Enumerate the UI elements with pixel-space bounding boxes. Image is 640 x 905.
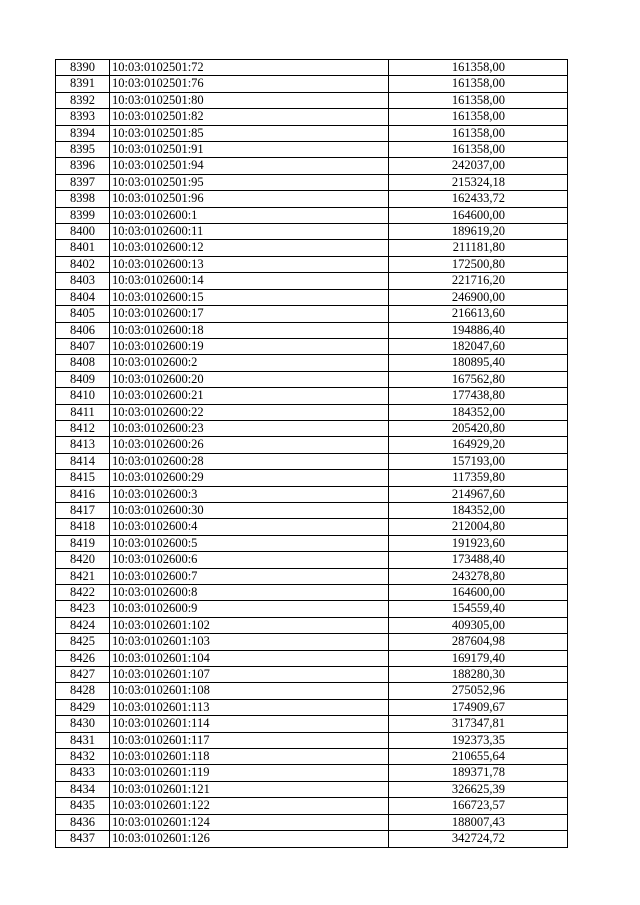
table-row [56,650,568,666]
cadastral-value-cell: 210655,64 [389,749,568,765]
cadastral-value-cell: 161358,00 [389,125,568,141]
table-row [56,404,568,420]
cadastral-number-cell: 10:03:0102501:72 [110,60,389,76]
table-body [56,60,568,848]
row-number-cell: 8402 [56,256,110,272]
cadastral-number-cell: 10:03:0102600:21 [110,388,389,404]
table-row [56,60,568,76]
cadastral-number-cell: 10:03:0102600:23 [110,420,389,436]
cadastral-number-cell: 10:03:0102600:30 [110,502,389,518]
cadastral-value-cell: 192373,35 [389,732,568,748]
cadastral-number-cell: 10:03:0102600:17 [110,306,389,322]
cadastral-value-cell: 162433,72 [389,191,568,207]
cadastral-value-cell: 188007,43 [389,814,568,830]
cadastral-number-cell: 10:03:0102600:26 [110,437,389,453]
cadastral-number-cell: 10:03:0102601:119 [110,765,389,781]
row-number-cell: 8390 [56,60,110,76]
cadastral-number-cell: 10:03:0102600:1 [110,207,389,223]
row-number-cell: 8415 [56,470,110,486]
row-number-cell: 8394 [56,125,110,141]
row-number-cell: 8409 [56,371,110,387]
row-number-cell: 8407 [56,338,110,354]
cadastral-value-cell: 157193,00 [389,453,568,469]
table-row [56,437,568,453]
table-row [56,683,568,699]
cadastral-value-cell: 169179,40 [389,650,568,666]
cadastral-number-cell: 10:03:0102600:6 [110,552,389,568]
cadastral-value-cell: 317347,81 [389,716,568,732]
cadastral-number-cell: 10:03:0102600:20 [110,371,389,387]
cadastral-number-cell: 10:03:0102600:5 [110,535,389,551]
cadastral-number-cell: 10:03:0102600:29 [110,470,389,486]
row-number-cell: 8436 [56,814,110,830]
cadastral-number-cell: 10:03:0102600:18 [110,322,389,338]
table-row [56,519,568,535]
row-number-cell: 8422 [56,585,110,601]
row-number-cell: 8430 [56,716,110,732]
cadastral-value-cell: 212004,80 [389,519,568,535]
table-row [56,142,568,158]
cadastral-value-cell: 326625,39 [389,781,568,797]
row-number-cell: 8417 [56,502,110,518]
table-row [56,486,568,502]
cadastral-number-cell: 10:03:0102601:103 [110,634,389,650]
cadastral-value-cell: 216613,60 [389,306,568,322]
cadastral-number-cell: 10:03:0102501:76 [110,76,389,92]
row-number-cell: 8432 [56,749,110,765]
cadastral-value-cell: 117359,80 [389,470,568,486]
cadastral-value-cell: 154559,40 [389,601,568,617]
table-row [56,355,568,371]
table-row [56,191,568,207]
cadastral-value-cell: 287604,98 [389,634,568,650]
cadastral-number-cell: 10:03:0102600:28 [110,453,389,469]
cadastral-value-cell: 211181,80 [389,240,568,256]
cadastral-number-cell: 10:03:0102600:3 [110,486,389,502]
cadastral-number-cell: 10:03:0102600:7 [110,568,389,584]
cadastral-number-cell: 10:03:0102601:104 [110,650,389,666]
table-row [56,371,568,387]
cadastral-number-cell: 10:03:0102600:9 [110,601,389,617]
cadastral-value-cell: 342724,72 [389,831,568,847]
row-number-cell: 8423 [56,601,110,617]
row-number-cell: 8404 [56,289,110,305]
row-number-cell: 8403 [56,273,110,289]
row-number-cell: 8412 [56,420,110,436]
row-number-cell: 8427 [56,667,110,683]
row-number-cell: 8395 [56,142,110,158]
cadastral-number-cell: 10:03:0102600:14 [110,273,389,289]
cadastral-number-cell: 10:03:0102600:4 [110,519,389,535]
table-row [56,322,568,338]
table-row [56,814,568,830]
table-row [56,289,568,305]
cadastral-value-cell: 242037,00 [389,158,568,174]
table-row [56,732,568,748]
cadastral-value-cell: 161358,00 [389,76,568,92]
table-row [56,535,568,551]
table-row [56,256,568,272]
cadastral-number-cell: 10:03:0102601:124 [110,814,389,830]
cadastral-number-cell: 10:03:0102600:8 [110,585,389,601]
table-row [56,502,568,518]
row-number-cell: 8398 [56,191,110,207]
row-number-cell: 8410 [56,388,110,404]
row-number-cell: 8411 [56,404,110,420]
cadastral-number-cell: 10:03:0102501:94 [110,158,389,174]
cadastral-number-cell: 10:03:0102601:122 [110,798,389,814]
row-number-cell: 8433 [56,765,110,781]
table-row [56,601,568,617]
cadastral-number-cell: 10:03:0102600:12 [110,240,389,256]
cadastral-value-cell: 164600,00 [389,207,568,223]
table-row [56,174,568,190]
cadastral-value-cell: 167562,80 [389,371,568,387]
cadastral-value-cell: 188280,30 [389,667,568,683]
cadastral-value-cell: 205420,80 [389,420,568,436]
cadastral-number-cell: 10:03:0102601:113 [110,699,389,715]
table-row [56,831,568,847]
cadastral-value-cell: 164929,20 [389,437,568,453]
table-row [56,781,568,797]
table-row [56,306,568,322]
cadastral-value-cell: 215324,18 [389,174,568,190]
table-row [56,749,568,765]
cadastral-value-cell: 409305,00 [389,617,568,633]
cadastral-value-cell: 161358,00 [389,142,568,158]
table-row [56,798,568,814]
row-number-cell: 8414 [56,453,110,469]
row-number-cell: 8406 [56,322,110,338]
table-row [56,158,568,174]
cadastral-value-cell: 243278,80 [389,568,568,584]
table-row [56,699,568,715]
cadastral-value-cell: 221716,20 [389,273,568,289]
cadastral-number-cell: 10:03:0102601:118 [110,749,389,765]
table-row [56,568,568,584]
row-number-cell: 8420 [56,552,110,568]
table-row [56,470,568,486]
cadastral-number-cell: 10:03:0102601:126 [110,831,389,847]
row-number-cell: 8405 [56,306,110,322]
row-number-cell: 8429 [56,699,110,715]
cadastral-value-cell: 161358,00 [389,92,568,108]
row-number-cell: 8424 [56,617,110,633]
table-row [56,617,568,633]
cadastral-value-cell: 164600,00 [389,585,568,601]
cadastral-value-cell: 161358,00 [389,109,568,125]
cadastral-value-cell: 246900,00 [389,289,568,305]
cadastral-number-cell: 10:03:0102501:96 [110,191,389,207]
table-row [56,388,568,404]
row-number-cell: 8397 [56,174,110,190]
cadastral-value-cell: 180895,40 [389,355,568,371]
row-number-cell: 8428 [56,683,110,699]
cadastral-value-cell: 191923,60 [389,535,568,551]
table-row [56,109,568,125]
row-number-cell: 8431 [56,732,110,748]
cadastral-number-cell: 10:03:0102501:82 [110,109,389,125]
table-row [56,453,568,469]
table-row [56,667,568,683]
row-number-cell: 8416 [56,486,110,502]
cadastral-number-cell: 10:03:0102600:15 [110,289,389,305]
table-row [56,338,568,354]
cadastral-value-cell: 174909,67 [389,699,568,715]
table-row [56,125,568,141]
cadastral-value-cell: 161358,00 [389,60,568,76]
cadastral-number-cell: 10:03:0102600:11 [110,224,389,240]
row-number-cell: 8392 [56,92,110,108]
table-row [56,92,568,108]
cadastral-value-cell: 182047,60 [389,338,568,354]
cadastral-number-cell: 10:03:0102601:102 [110,617,389,633]
cadastral-value-cell: 189619,20 [389,224,568,240]
cadastral-value-cell: 275052,96 [389,683,568,699]
cadastral-number-cell: 10:03:0102600:13 [110,256,389,272]
table-row [56,552,568,568]
row-number-cell: 8399 [56,207,110,223]
cadastral-value-cell: 173488,40 [389,552,568,568]
cadastral-value-cell: 184352,00 [389,502,568,518]
table-row [56,76,568,92]
row-number-cell: 8413 [56,437,110,453]
cadastral-number-cell: 10:03:0102601:114 [110,716,389,732]
cadastral-value-cell: 184352,00 [389,404,568,420]
cadastral-value-table [55,59,568,848]
cadastral-number-cell: 10:03:0102600:22 [110,404,389,420]
cadastral-number-cell: 10:03:0102501:85 [110,125,389,141]
cadastral-number-cell: 10:03:0102501:80 [110,92,389,108]
table-row [56,207,568,223]
row-number-cell: 8400 [56,224,110,240]
cadastral-number-cell: 10:03:0102600:2 [110,355,389,371]
row-number-cell: 8435 [56,798,110,814]
table-row [56,420,568,436]
row-number-cell: 8396 [56,158,110,174]
table-row [56,716,568,732]
cadastral-number-cell: 10:03:0102501:91 [110,142,389,158]
cadastral-number-cell: 10:03:0102501:95 [110,174,389,190]
cadastral-number-cell: 10:03:0102600:19 [110,338,389,354]
table-row [56,240,568,256]
cadastral-value-cell: 172500,80 [389,256,568,272]
cadastral-number-cell: 10:03:0102601:107 [110,667,389,683]
row-number-cell: 8391 [56,76,110,92]
cadastral-value-cell: 194886,40 [389,322,568,338]
table-row [56,273,568,289]
row-number-cell: 8425 [56,634,110,650]
cadastral-value-cell: 189371,78 [389,765,568,781]
cadastral-number-cell: 10:03:0102601:121 [110,781,389,797]
row-number-cell: 8437 [56,831,110,847]
row-number-cell: 8401 [56,240,110,256]
row-number-cell: 8418 [56,519,110,535]
row-number-cell: 8426 [56,650,110,666]
row-number-cell: 8419 [56,535,110,551]
table-row [56,585,568,601]
table-row [56,634,568,650]
cadastral-value-cell: 166723,57 [389,798,568,814]
cadastral-value-cell: 214967,60 [389,486,568,502]
table-row [56,224,568,240]
row-number-cell: 8408 [56,355,110,371]
table-row [56,765,568,781]
row-number-cell: 8434 [56,781,110,797]
cadastral-value-cell: 177438,80 [389,388,568,404]
cadastral-number-cell: 10:03:0102601:108 [110,683,389,699]
row-number-cell: 8393 [56,109,110,125]
cadastral-number-cell: 10:03:0102601:117 [110,732,389,748]
row-number-cell: 8421 [56,568,110,584]
